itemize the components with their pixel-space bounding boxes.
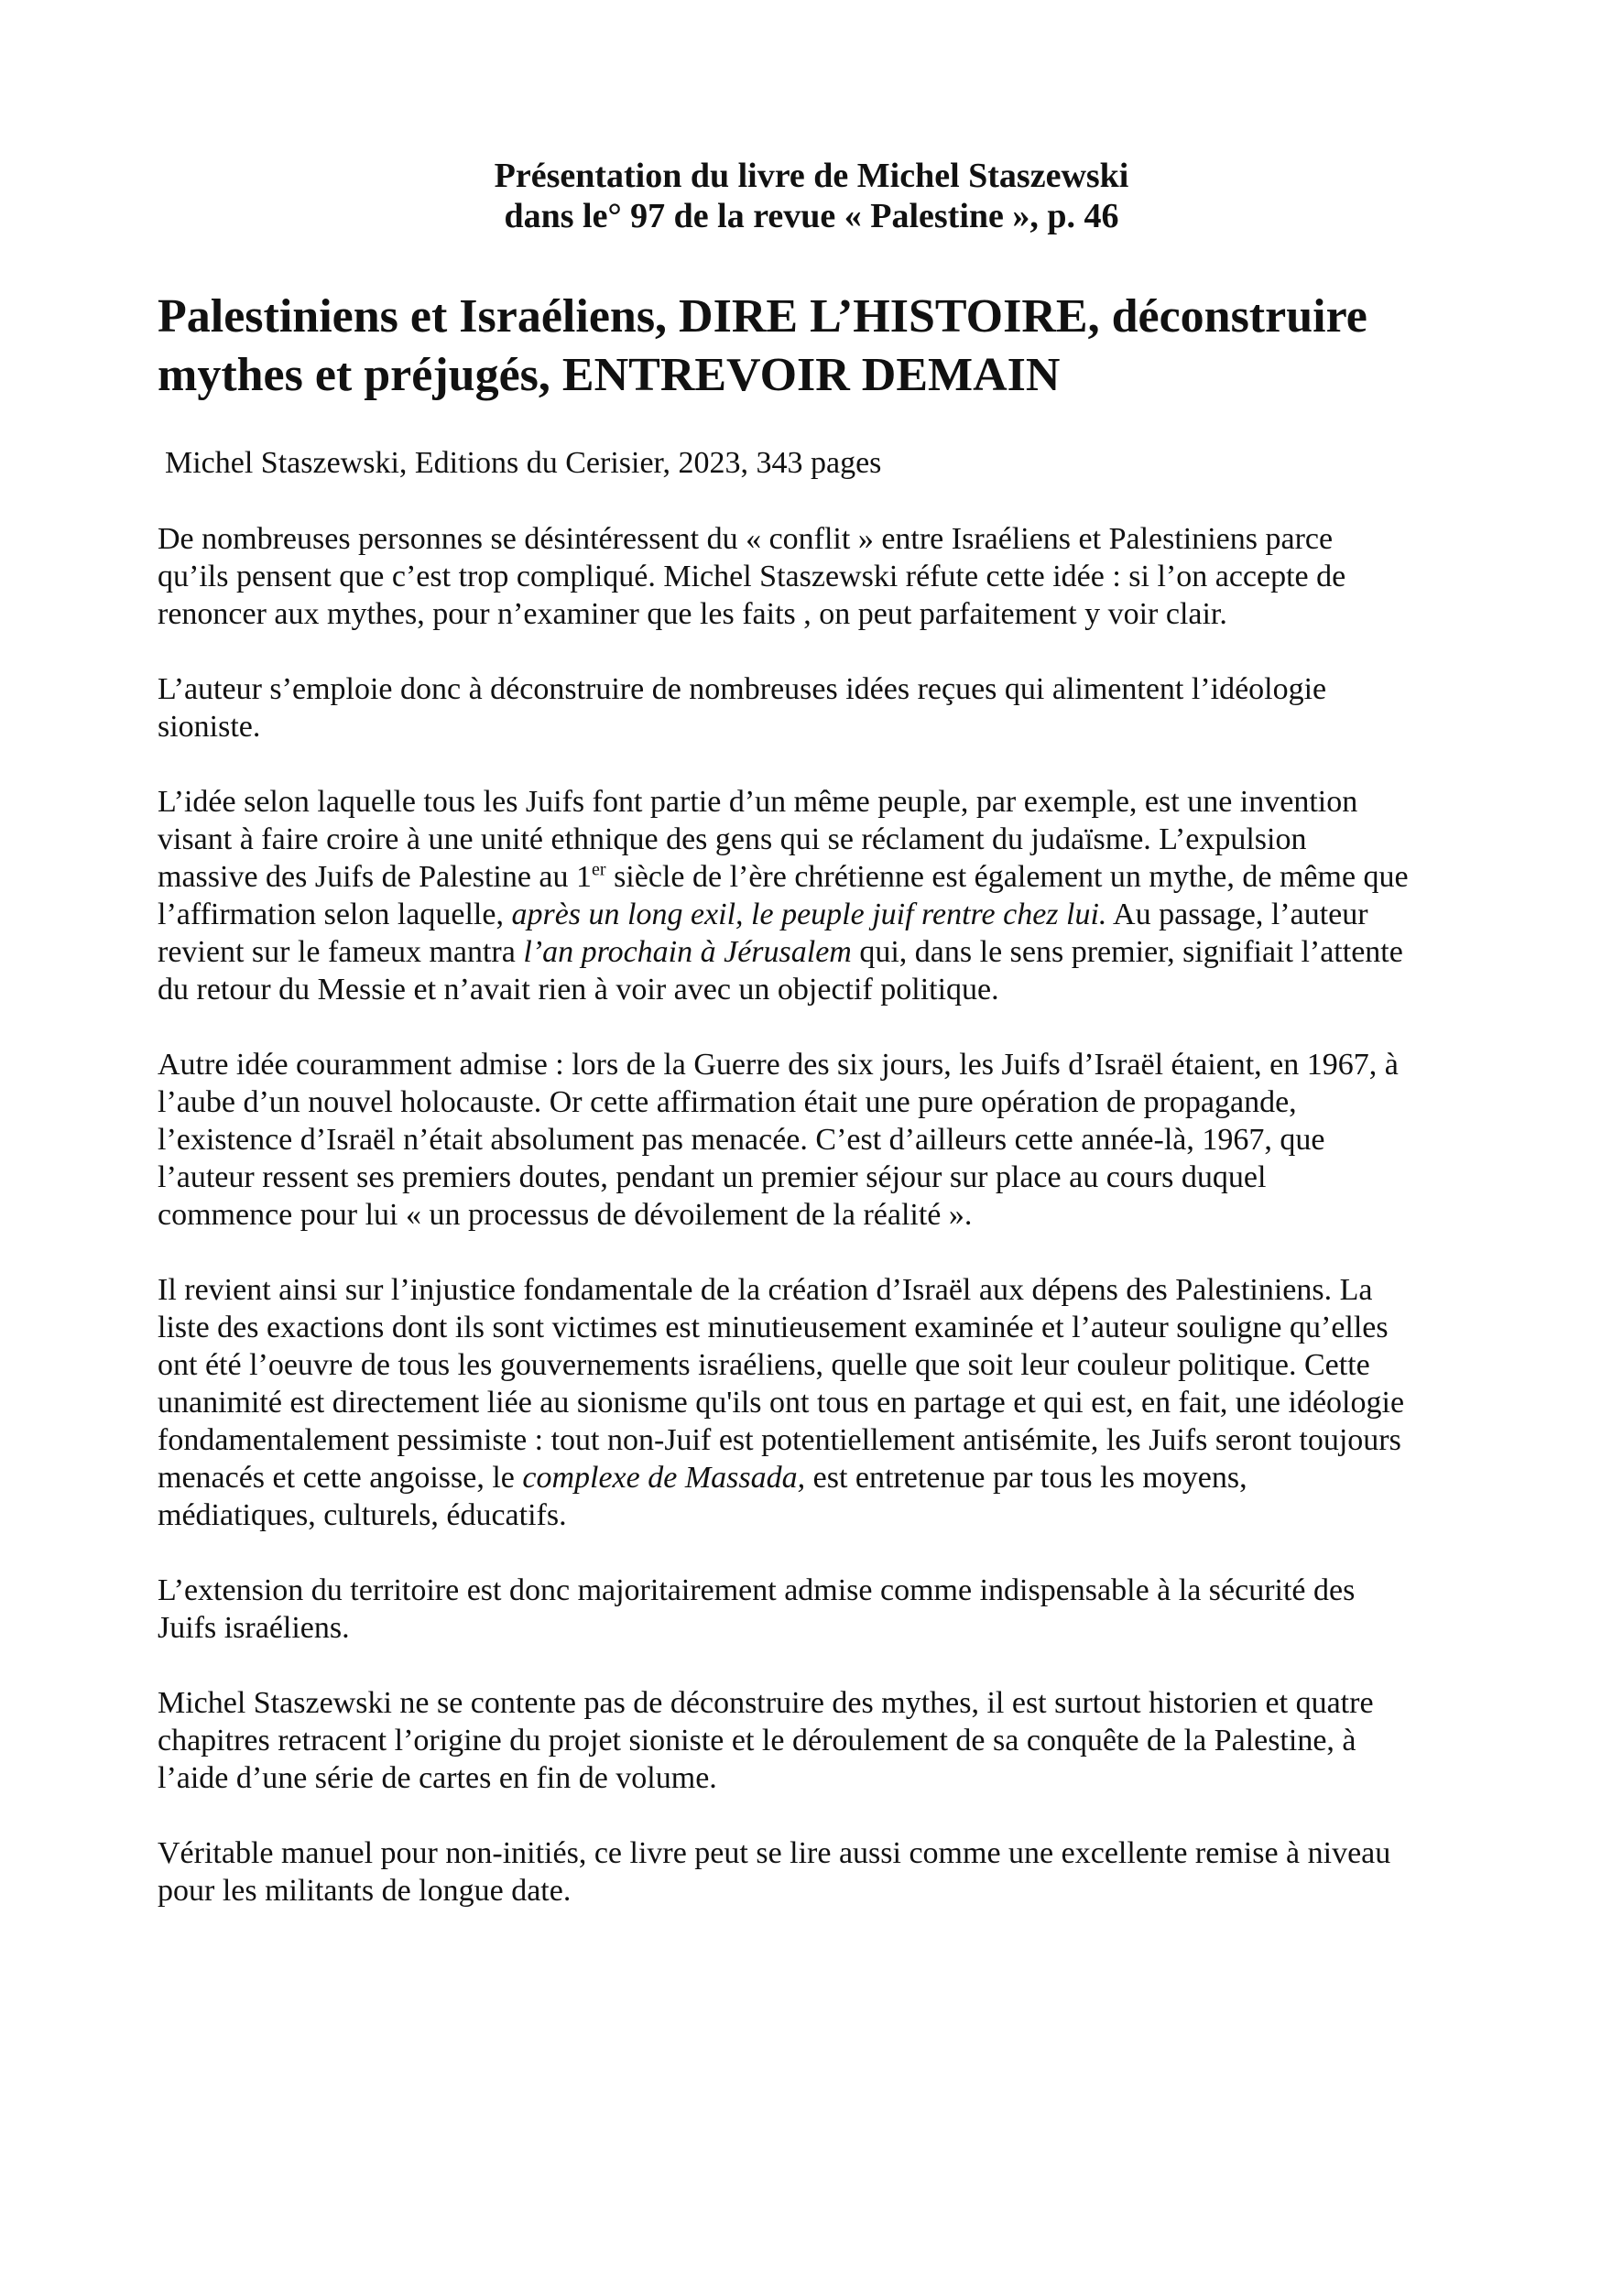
text-line: visant à faire croire à une unité ethnique des gens qui se réclament du judaïsme. L’expulsion	[158, 822, 1307, 856]
text-line: renoncer aux mythes, pour n’examiner que les faits , on peut parfaitement y voir clair.	[158, 597, 1227, 631]
text-line: Michel Staszewski ne se contente pas de déconstruire des mythes, il est surtout historien et quatre	[158, 1686, 1374, 1720]
text-segment: qui, dans le sens premier, signifiait l’attente	[851, 935, 1403, 969]
text-line: De nombreuses personnes se désintéressent du « conflit » entre Israéliens et Palestiniens parce	[158, 522, 1334, 556]
presentation-header	[0, 156, 1623, 236]
review-body	[158, 520, 1486, 1947]
title-line-2: mythes et préjugés, ENTREVOIR DEMAIN	[158, 349, 1061, 401]
text-segment: siècle de l’ère chrétienne est également un mythe, de même que	[605, 860, 1409, 894]
book-byline: Michel Staszewski, Editions du Cerisier, 2023, 343 pages	[165, 446, 882, 480]
ordinal-superscript: er	[592, 859, 606, 880]
text-line: Il revient ainsi sur l’injustice fondamentale de la création d’Israël aux dépens des Palestiniens. La	[158, 1273, 1373, 1307]
text-line: liste des exactions dont ils sont victimes est minutieusement examinée et l’auteur souligne qu’elles	[158, 1311, 1389, 1344]
text-line: chapitres retracent l’origine du projet sioniste et le déroulement de sa conquête de la Palestine, à	[158, 1724, 1356, 1757]
paragraph-4	[158, 1046, 1486, 1234]
text-line	[158, 896, 1486, 933]
text-segment: menacés et cette angoisse, le	[158, 1461, 523, 1495]
italic-quote: l’an prochain à Jérusalem	[523, 935, 852, 969]
text-line: Autre idée couramment admise : lors de la Guerre des six jours, les Juifs d’Israël étaient, en 1967, à	[158, 1048, 1399, 1082]
text-line: ont été l’oeuvre de tous les gouvernements israéliens, quelle que soit leur couleur politique. Cette	[158, 1348, 1370, 1382]
text-line: l’auteur ressent ses premiers doutes, pendant un premier séjour sur place au cours duquel	[158, 1160, 1267, 1194]
text-line	[158, 1459, 1486, 1496]
text-segment: Au passage, l’auteur	[1106, 898, 1368, 931]
text-line: pour les militants de longue date.	[158, 1874, 572, 1908]
italic-quote: après un long exil, le peuple juif rentre chez lui.	[511, 898, 1107, 931]
text-line: médiatiques, culturels, éducatifs.	[158, 1498, 567, 1532]
paragraph-5	[158, 1271, 1486, 1534]
text-line: Juifs israéliens.	[158, 1611, 350, 1645]
text-segment: revient sur le fameux mantra	[158, 935, 524, 969]
title-line-1: Palestiniens et Israéliens, DIRE L’HISTOIRE, déconstruire	[158, 290, 1367, 343]
text-line: L’auteur s’emploie donc à déconstruire de nombreuses idées reçues qui alimentent l’idéologie	[158, 672, 1327, 706]
paragraph-6	[158, 1572, 1486, 1647]
text-line	[158, 858, 1486, 896]
paragraph-1	[158, 520, 1486, 633]
paragraph-3	[158, 783, 1486, 1008]
text-line	[158, 933, 1486, 971]
header-line-2: dans le° 97 de la revue « Palestine », p. 46	[504, 197, 1119, 235]
text-segment: est entretenue par tous les moyens,	[805, 1461, 1247, 1495]
header-line-1: Présentation du livre de Michel Staszewski	[494, 157, 1129, 195]
paragraph-7	[158, 1684, 1486, 1797]
book-title	[158, 288, 1467, 405]
text-line: unanimité est directement liée au sionisme qu'ils ont tous en partage et qui est, en fait, une idéologie	[158, 1386, 1405, 1420]
text-line: L’extension du territoire est donc majoritairement admise comme indispensable à la sécurité des	[158, 1573, 1356, 1607]
text-line: du retour du Messie et n’avait rien à voir avec un objectif politique.	[158, 973, 999, 1007]
text-line: fondamentalement pessimiste : tout non-Juif est potentiellement antisémite, les Juifs seront toujours	[158, 1423, 1401, 1457]
text-line: qu’ils pensent que c’est trop compliqué. Michel Staszewski réfute cette idée : si l’on accepte de	[158, 560, 1346, 593]
text-line: L’idée selon laquelle tous les Juifs font partie d’un même peuple, par exemple, est une invention	[158, 785, 1358, 819]
text-segment: massive des Juifs de Palestine au 1	[158, 860, 593, 894]
text-line: l’aide d’une série de cartes en fin de volume.	[158, 1761, 717, 1795]
text-line: Véritable manuel pour non-initiés, ce livre peut se lire aussi comme une excellente remise à niveau	[158, 1836, 1391, 1870]
text-line: l’existence d’Israël n’était absolument pas menacée. C’est d’ailleurs cette année-là, 1967, que	[158, 1123, 1325, 1157]
text-line: sioniste.	[158, 710, 261, 744]
text-line: commence pour lui « un processus de dévoilement de la réalité ».	[158, 1198, 973, 1232]
text-segment: l’affirmation selon laquelle,	[158, 898, 512, 931]
text-line: l’aube d’un nouvel holocauste. Or cette affirmation était une pure opération de propagande,	[158, 1085, 1297, 1119]
paragraph-2	[158, 670, 1486, 745]
italic-quote: complexe de Massada,	[522, 1461, 806, 1495]
paragraph-8	[158, 1834, 1486, 1910]
